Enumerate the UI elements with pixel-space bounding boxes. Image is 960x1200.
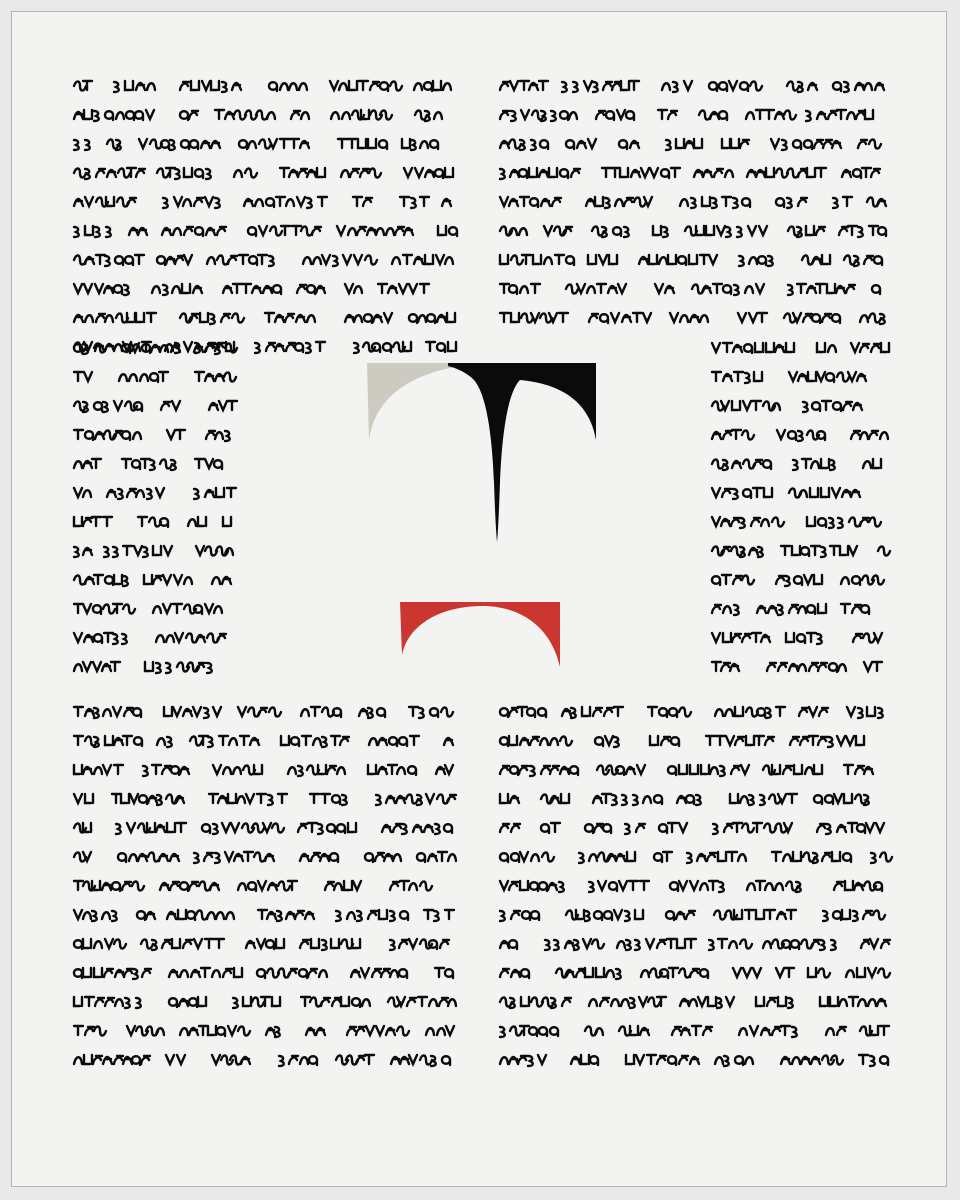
black-t-bar-and-stem [448, 363, 596, 542]
grey-left-arch [367, 363, 482, 440]
red-lower-arch [400, 602, 560, 667]
poster-frame [11, 11, 947, 1187]
abstract-t-mark [12, 12, 948, 1188]
